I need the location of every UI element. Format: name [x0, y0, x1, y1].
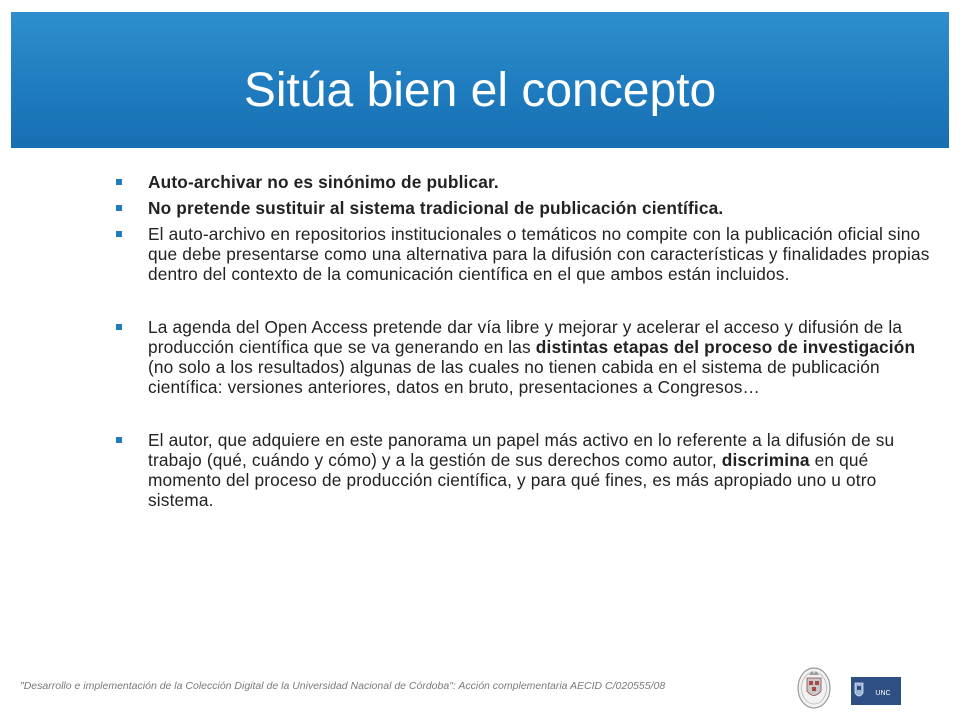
- bullet-marker-icon: [116, 205, 122, 211]
- bullet-text: [148, 430, 894, 510]
- bullet-marker-icon: [116, 437, 122, 443]
- footer-caption: "Desarrollo e implementación de la Colección Digital de la Universidad Nacional de Córdoba": Acción complementaria AECID C/020555/08: [20, 680, 666, 692]
- bullet-marker-icon: [116, 179, 122, 185]
- bullet-item: [111, 430, 941, 510]
- bullet-text-part: (no solo a los resultados) algunas de las cuales no tienen cabida en el sistema de publicación científica: versiones anteriores, datos en bruto, presentaciones a Congresos…: [148, 357, 880, 397]
- bullet-item: [111, 224, 941, 284]
- bullet-item: [111, 198, 941, 218]
- bullet-text-part: en qué momento del proceso de producción científica, y para qué fines, es más apropiado uno u otro sistema.: [148, 450, 877, 510]
- bullet-text: El auto-archivo en repositorios institucionales o temáticos no compite con la publicación oficial sino que debe presentarse como una alternativa para la difusión con características y finalidades propias dentro del contexto de la comunicación científica en el que ambos están incluidos.: [148, 224, 930, 284]
- bullet-marker-icon: [116, 231, 122, 237]
- bullet-text: Auto-archivar no es sinónimo de publicar.: [148, 172, 499, 192]
- bullet-text-part: La agenda del Open Access pretende dar vía libre y mejorar y acelerar el acceso y difusión de la producción científica que se va generando en las: [148, 317, 903, 357]
- slide-title: Sitúa bien el concepto: [243, 64, 717, 117]
- bullet-text-emphasis: discrimina: [721, 450, 810, 470]
- bullet-text-part: El autor, que adquiere en este panorama un papel más activo en lo referente a la difusión de su trabajo (qué, cuándo y cómo) y a la gestión de sus derechos como autor,: [148, 430, 895, 470]
- bullet-text: [148, 317, 915, 397]
- unc-logo-text: UNC: [875, 690, 891, 697]
- university-crest-icon: [796, 664, 832, 710]
- bullet-marker-icon: [116, 324, 122, 330]
- bullet-item: [111, 317, 941, 397]
- bullet-text: No pretende sustituir al sistema tradicional de publicación científica.: [148, 198, 724, 218]
- unc-logo-icon: [851, 677, 901, 710]
- title-banner: [11, 12, 949, 148]
- bullet-item: [111, 172, 941, 192]
- bullet-text-emphasis: distintas etapas del proceso de investigación: [535, 337, 916, 357]
- bullet-list: [111, 172, 941, 510]
